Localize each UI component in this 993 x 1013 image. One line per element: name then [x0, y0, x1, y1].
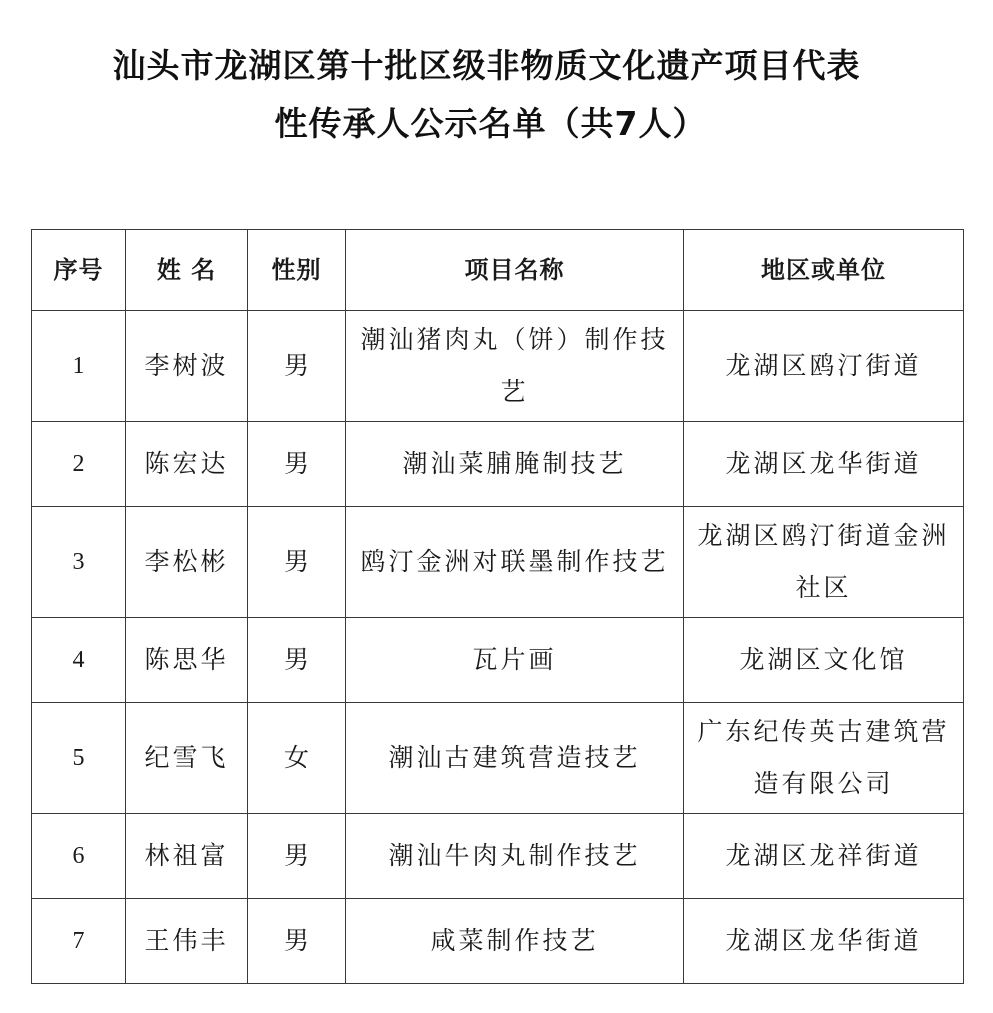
cell-index: 2	[32, 422, 126, 507]
cell-gender: 男	[248, 422, 346, 507]
cell-index: 4	[32, 618, 126, 703]
inheritor-table	[31, 229, 964, 984]
cell-project: 潮汕牛肉丸制作技艺	[346, 814, 684, 899]
cell-area: 龙湖区龙祥街道	[684, 814, 964, 899]
cell-area: 龙湖区鸥汀街道金洲社区	[684, 507, 964, 618]
cell-gender: 男	[248, 507, 346, 618]
cell-project: 瓦片画	[346, 618, 684, 703]
cell-gender: 男	[248, 618, 346, 703]
cell-area: 广东纪传英古建筑营造有限公司	[684, 703, 964, 814]
header-project: 项目名称	[346, 230, 684, 311]
cell-project: 潮汕古建筑营造技艺	[346, 703, 684, 814]
cell-index: 6	[32, 814, 126, 899]
cell-area: 龙湖区文化馆	[684, 618, 964, 703]
cell-area: 龙湖区龙华街道	[684, 422, 964, 507]
header-gender: 性别	[248, 230, 346, 311]
cell-name: 王伟丰	[126, 899, 248, 984]
table-header-row	[32, 230, 964, 311]
table-row	[32, 311, 964, 422]
cell-gender: 男	[248, 899, 346, 984]
cell-name: 林祖富	[126, 814, 248, 899]
cell-name: 纪雪飞	[126, 703, 248, 814]
cell-index: 3	[32, 507, 126, 618]
table-row	[32, 618, 964, 703]
document-title-line-2: 性传承人公示名单（共7人）	[274, 104, 707, 143]
cell-project: 鸥汀金洲对联墨制作技艺	[346, 507, 684, 618]
cell-area: 龙湖区鸥汀街道	[684, 311, 964, 422]
cell-name: 陈宏达	[126, 422, 248, 507]
cell-index: 7	[32, 899, 126, 984]
document-title-line-1: 汕头市龙湖区第十批区级非物质文化遗产项目代表	[112, 46, 861, 85]
header-area: 地区或单位	[684, 230, 964, 311]
cell-project: 潮汕菜脯腌制技艺	[346, 422, 684, 507]
cell-index: 5	[32, 703, 126, 814]
cell-index: 1	[32, 311, 126, 422]
cell-name: 李松彬	[126, 507, 248, 618]
cell-gender: 男	[248, 311, 346, 422]
cell-gender: 女	[248, 703, 346, 814]
table-row	[32, 899, 964, 984]
cell-project: 咸菜制作技艺	[346, 899, 684, 984]
header-name: 姓 名	[126, 230, 248, 311]
table-row	[32, 814, 964, 899]
table-row	[32, 507, 964, 618]
table-row	[32, 703, 964, 814]
cell-name: 陈思华	[126, 618, 248, 703]
cell-name: 李树波	[126, 311, 248, 422]
table-row	[32, 422, 964, 507]
cell-gender: 男	[248, 814, 346, 899]
header-index: 序号	[32, 230, 126, 311]
cell-project: 潮汕猪肉丸（饼）制作技艺	[346, 311, 684, 422]
cell-area: 龙湖区龙华街道	[684, 899, 964, 984]
